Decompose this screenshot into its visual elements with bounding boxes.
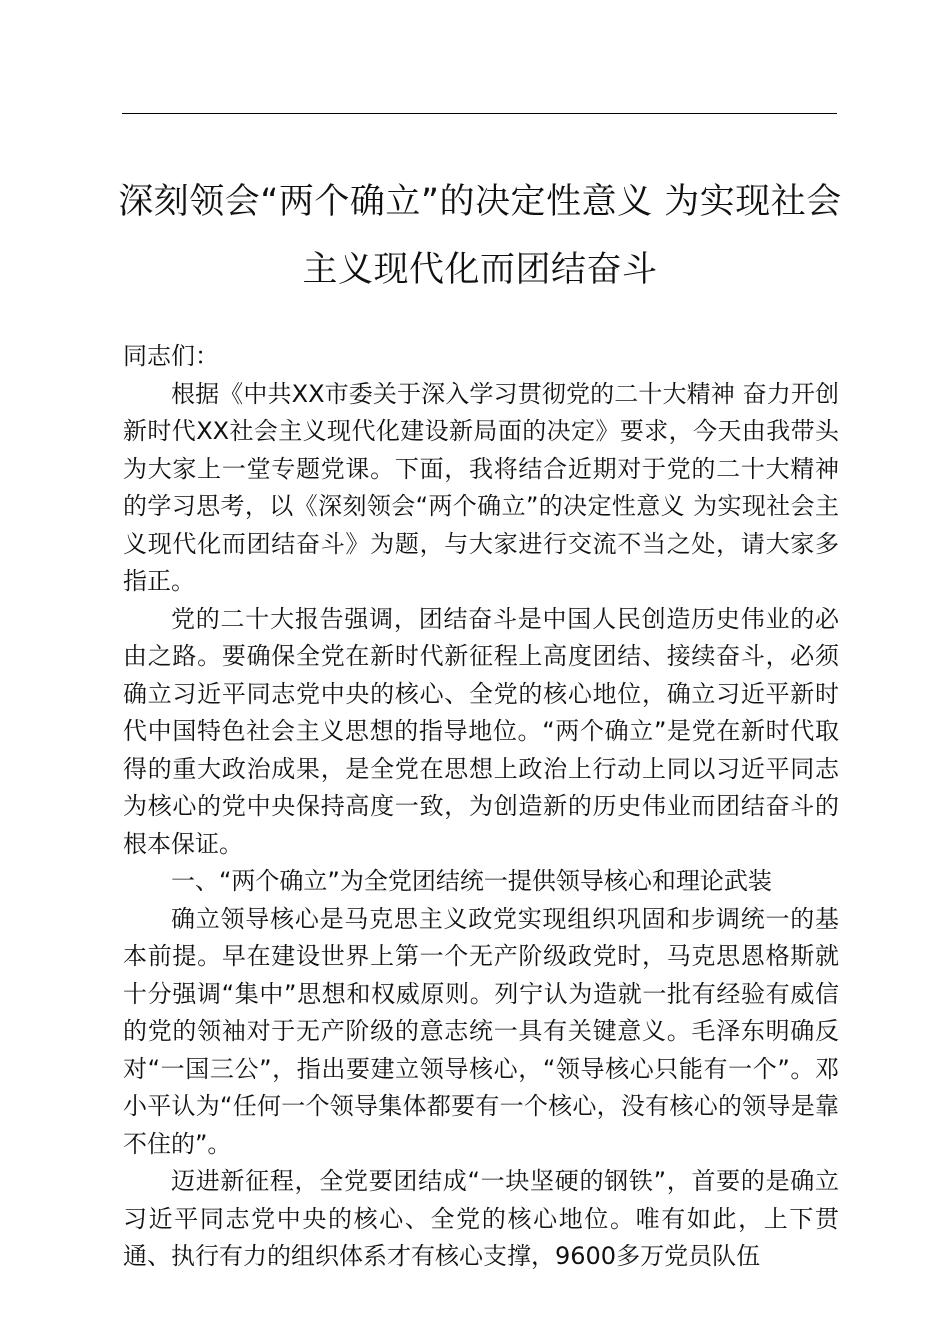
header-rule (122, 113, 837, 114)
paragraph-intro: 根据《中共XX市委关于深入学习贯彻党的二十大精神 奋力开创新时代XX社会主义现代化建设新局面的决定》要求，今天由我带头为大家上一堂专题党课。下面，我将结合近期对于党的二十大精神的学习思考，以《深刻领会“两个确立”的决定性意义 为实现社会主义现代化而团结奋斗》为题，与大家进行交流不当之处，请大家多指正。 (123, 379, 839, 595)
title-line-2: 主义现代化而团结奋斗 (302, 250, 658, 290)
document-body (123, 338, 839, 1276)
section-paragraph-2: 迈进新征程，全党要团结成“一块坚硬的钢铁”，首要的是确立习近平同志党中央的核心、全党的核心地位。唯有如此，上下贯通、执行有力的组织体系才有核心支撑，9600多万党员队伍 (123, 1167, 839, 1270)
paragraph-context: 党的二十大报告强调，团结奋斗是中国人民创造历史伟业的必由之路。要确保全党在新时代新征程上高度团结、接续奋斗，必须确立习近平同志党中央的核心、全党的核心地位，确立习近平新时代中国特色社会主义思想的指导地位。“两个确立”是党在新时代取得的重大政治成果，是全党在思想上政治上行动上同以习近平同志为核心的党中央保持高度一致，为创造新的历史伟业而团结奋斗的根本保证。 (123, 604, 839, 858)
section-paragraph-1: 确立领导核心是马克思主义政党实现组织巩固和步调统一的基本前提。早在建设世界上第一个无产阶级政党时，马克思恩格斯就十分强调“集中”思想和权威原则。列宁认为造就一批有经验有威信的党的领袖对于无产阶级的意志统一具有关键意义。毛泽东明确反对“一国三公”，指出要建立领导核心，“领导核心只能有一个”。邓小平认为“任何一个领导集体都要有一个核心，没有核心的领导是靠不住的”。 (123, 904, 839, 1158)
salutation: 同志们： (123, 342, 219, 370)
document-title (110, 168, 850, 304)
section-heading: 一、“两个确立”为全党团结统一提供领导核心和理论武装 (171, 867, 772, 895)
title-line-1: 深刻领会“两个确立”的决定性意义 为实现社会 (118, 182, 842, 222)
